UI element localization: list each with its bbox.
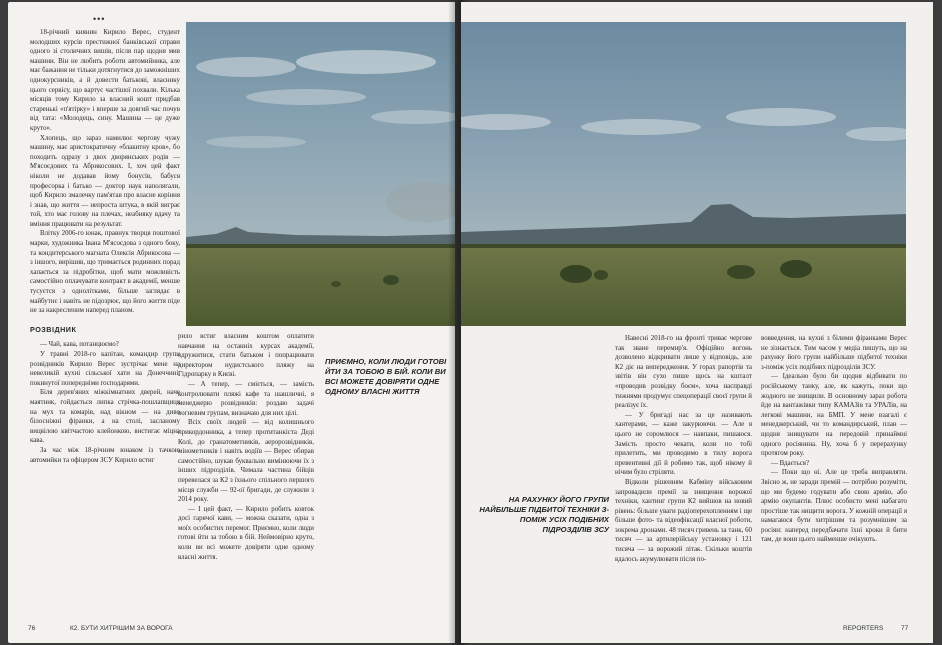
- paragraph: — У бригаді нас за це називають хантерами, — каже закурюючи. — Але я цього не соромлюся — навпаки, пишаюся. Замість просто чекати, коли по тобі прилетить, ми проводимо в тилу ворога превентивні дії й робимо так, щоб нікому й нічим було стріляти.: [615, 411, 752, 477]
- landscape-photo-left: [186, 22, 455, 326]
- paragraph: — Чай, кава, потанцюємо?: [40, 341, 119, 349]
- section-title: РОЗВІДНИК: [30, 324, 77, 334]
- scout-paragraphs: [30, 340, 180, 465]
- paragraph: Влітку 2006-го юнак, правнук творця поштової марки, художника Івана М'ясоєдова з одного боку, та кондитерського магната Олексія Абрикосова — з іншого, вирішив, що тримається родинних порад хапається за підробітки, щоб мати можливість самостійно оплачувати контракт в академії, менше тусуєтся з однолітками, більше заглядає в майбутнє і навіть не підозрює, що його життя піде не за накресленим наперед планом.: [30, 230, 180, 315]
- left-column-2: [178, 332, 314, 562]
- paragraph: 18-річний киянин Кирило Верес, студент молодших курсів престижної банківської справи одного зі столичних вишів, після пар щодня мив машини. Він не любить роботи автомийника, але має бажання не тільки дотягнутися до заможніших однокурсників, а й довести батькові, власнику цього сервісу, що вартує частішої похвали. Кілька місяців тому Кирило за власний кошт придбав старенькі «п'ятірку» і вперше за довгий час почув від тата: «Молодець, сину. Машина — це дуже круто».: [30, 29, 180, 132]
- paragraph: У травні 2018-го капітан, командир групи розвідників Кирило Верес зустрічає мене на невеликій кухні сільської хати на Донеччині, покинутої попередніми господарями.: [30, 351, 180, 387]
- paragraph: Біля дерев'яних міжкімнатних дверей, наче маятник, гойдається липка стрічка-пошлапщиця на мух та комарів, над вікном — на диво білосніжні фіранки, а на столі, засланому вицвілою квітчастою клейонкою, вистигає міцна кава.: [30, 389, 180, 445]
- page-number-left: 76: [28, 625, 36, 632]
- paragraph: Відколи рішенням Кабміну військовим запровадили премії за знищення ворожої техніки, хантинг групи К2 вийшов на новий рівень: більше уваги радіоперехопленням і ще більше фото- та відеофіксації власної роботи, зокрема дронами. 48 тисяч гривень за танк, 60 тисяч — за артилерійську установку і 121 тисяча — за ворожий літак. Скільки коштів вдалось акумулювати після по-: [615, 478, 752, 563]
- footer-right: [461, 625, 921, 635]
- left-column-1: [30, 28, 180, 465]
- footer-left: [28, 625, 448, 635]
- paragraph: рило встиг власним коштом оплатити навчання на останніх курсах академії, одружитися, стати батьком і попрацювати директором нудистського пляжу на Гідропарку в Києві.: [178, 333, 314, 379]
- right-page: [461, 2, 933, 643]
- ellipsis-mark: •••: [93, 14, 106, 24]
- pull-quote-right: НА РАХУНКУ ЙОГО ГРУПИ НАЙБІЛЬШЕ ПІДБИТОЇ ТЕХНІКИ З-ПОМІЖ УСІХ ПОДІБНИХ ПІДРОЗДІЛІВ ЗСУ: [479, 495, 609, 534]
- paragraph: Навесні 2018-го на фронті триває черговe так зване перемир'я. Офіційно вогонь дозволено відкривати лише у відповідь, але К2 діє на випередження. У горах рапортів та звітів він сухо пише щось на кшталт «проводив розвідку боєм», хоча насправді тижнями продумує спецоперації своєї групи й реалізує їх.: [615, 335, 752, 410]
- running-title: К2. БУТИ ХИТРІШИМ ЗА ВОРОГА: [70, 625, 173, 632]
- paragraph: За час між 18-річним юнаком із тачкою автомийки та офіцером ЗСУ Кирило встиг: [30, 446, 180, 464]
- paragraph: Всіх своїх людей — від колишнього прикордонника, а тепер протитанкіста Деді Колі, до гранатометників, аеророзвідників, мінометників і навіть водіїв — Верес обирав самостійно, шукав буквально вимінюючи їх з інших підрозділів. Чимала частина бійців перевелася за К2 з їхнього спільного першого місця служби — 92-ої бригади, де служили з 2014 року.: [178, 419, 314, 504]
- paragraph: вовведення, на кухні з білими фіранками Верес не зізнається. Тим часом у медіа пишуть, що на рахунку його групи найбільше підбитої техніки з-поміж усіх подібних підрозділів ЗСУ.: [761, 335, 907, 371]
- paragraph: — Поки що ні. Але це треба виправляти. Звісно ж, не заради премій — потрібно розуміти, що ми будемо годувати або свою армію, або армію окупантів. Плюс особисто мені набагато простіше так нищити ворога. У кожній операції я намагаюся бути хитрішим та розумнішим за росіян: наперед передбачати їхні кроки й бити там, де вони цього найменше очікують.: [761, 469, 907, 544]
- intro-paragraphs: [30, 28, 180, 316]
- right-column-1: [615, 334, 752, 564]
- paragraph: — І цей факт, — Кирило робить ковток досі гарячої кави, — можна сказати, одна з моїх особистих перемог. Приємно, коли люди готові йти за тобою в бій. Неймовірно круто, коли ви всі можете довіряти одне одному власні життя.: [178, 505, 314, 561]
- left-page: [8, 2, 455, 643]
- paragraph: — Ідеально було би щодня відбивати по російському танку, але, як кажуть, поки що жодного не знищили. В основному зараз робота йде на вантажівки типу КАМАЗів та УРАЛів, на легкові машини, на БМП. У мене взагалі є менеджерський, чи то командирський, план — щодня знищувати на передовій принаймні одного росіянина. Ну, хоча б у перерахунку протягом року.: [761, 373, 907, 458]
- paragraph: — А тепер, — сміється, — замість контролювати пляжі кафе та шашличні, я менеджерю розвідників: роздаю задачі вогневим групам, визначаю для них цілі.: [178, 380, 314, 417]
- page-number-right: 77: [901, 625, 909, 632]
- right-column-2: [761, 334, 907, 545]
- brand-name: REPORTERS: [843, 625, 884, 632]
- paragraph: — Вдається?: [771, 459, 809, 467]
- paragraph: Хлопець, що зараз намилює чергову чужу машину, має аристократичну «блакитну кров», бо походить одразу з двох дворянських родів — М'ясоєдових та Абрикосових. І, хоч цей факт ніколи не додавав йому бонусів, бабуся професорка і батько — доктор наук наполягали, щоб Кирило змалечку пам'ятав про власне коріння і знав, що життя — непроста штука, в якій виграє той, хто має голову на плечах, неабияку вдачу та вміння працювати на результат.: [30, 134, 180, 228]
- pull-quote-left: ПРИЄМНО, КОЛИ ЛЮДИ ГОТОВІ ЙТИ ЗА ТОБОЮ В БІЙ. КОЛИ ВИ ВСІ МОЖЕТЕ ДОВІРЯТИ ОДНЕ ОДНОМУ ВЛАСНІ ЖИТТЯ: [325, 357, 447, 396]
- landscape-photo-right: [461, 22, 906, 326]
